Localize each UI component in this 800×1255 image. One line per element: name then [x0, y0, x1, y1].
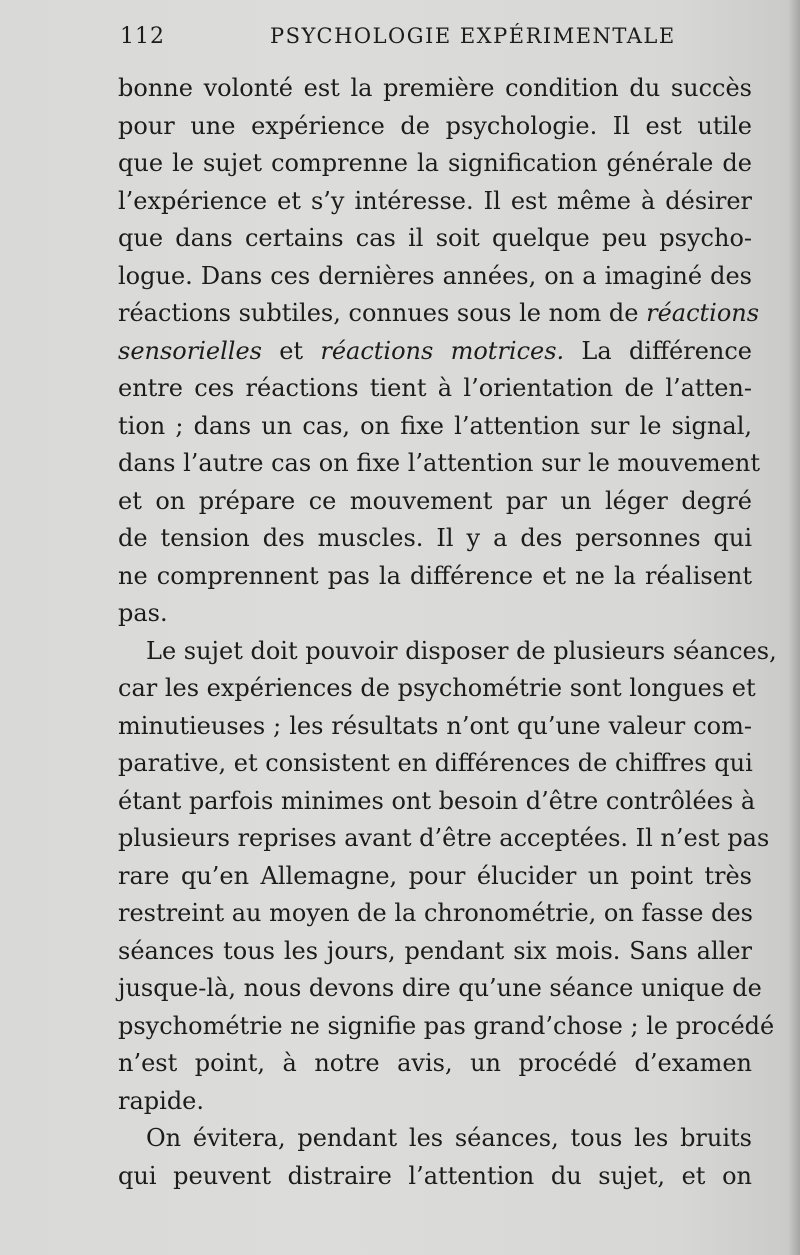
text-line: dans l’autre cas on fixe l’attention sur le mouvement [118, 449, 760, 477]
text-line: n’est point, à notre avis, un procédé d’examen [118, 1049, 752, 1077]
text-line: minutieuses ; les résultats n’ont qu’une valeur com- [118, 711, 752, 740]
text-line: tion ; dans un cas, on fixe l’attention sur le signal, [118, 411, 752, 440]
body-text [118, 70, 777, 1195]
page-number: 112 [120, 24, 165, 49]
text-line: rapide. [118, 1086, 205, 1115]
text-line: logue. Dans ces dernières années, on a imaginé des [118, 261, 752, 290]
text-line: que le sujet comprenne la signification générale de [118, 149, 752, 177]
text-line: et on prépare ce mouvement par un léger degré [118, 486, 752, 515]
page-header [120, 24, 750, 58]
text-line: séances tous les jours, pendant six mois. Sans aller [118, 936, 752, 965]
text-line: ne comprennent pas la différence et ne la réalisent [118, 561, 752, 590]
text-line: bonne volonté est la première condition du succès [118, 74, 752, 102]
text-line: pas. [118, 599, 168, 627]
italic-term: réactions [646, 299, 760, 327]
paragraph-start-line: On évitera, pendant les séances, tous les bruits [146, 1124, 752, 1152]
text-line: qui peuvent distraire l’attention du sujet, et on [118, 1161, 752, 1190]
text-fragment: réactions subtiles, connues sous le nom de [118, 299, 647, 327]
text-line: psychométrie ne signifie pas grand’chose ; le procédé [118, 1011, 775, 1040]
text-line: étant parfois minimes ont besoin d’être contrôlées à [118, 786, 756, 815]
text-line: plusieurs reprises avant d’être acceptées. Il n’est pas [118, 824, 770, 852]
text-fragment: et [261, 336, 321, 365]
text-line: car les expériences de psychométrie sont longues et [118, 674, 756, 702]
text-fragment: La différence [564, 336, 753, 365]
italic-term: réactions motrices. [320, 336, 565, 365]
text-line: rare qu’en Allemagne, pour élucider un point très [118, 861, 752, 890]
text-line-with-italic [118, 295, 760, 333]
running-title: PSYCHOLOGIE EXPÉRIMENTALE [270, 24, 676, 48]
text-line: l’expérience et s’y intéresse. Il est même à désirer [118, 186, 752, 215]
text-line: parative, et consistent en différences de chiffres qui [118, 749, 753, 777]
text-line: entre ces réactions tient à l’orientation de l’atten- [118, 374, 752, 402]
page-edge-shadow [788, 0, 800, 1255]
text-line: de tension des muscles. Il y a des personnes qui [118, 524, 752, 552]
italic-term: sensorielles [118, 336, 262, 365]
text-line-with-italic [118, 333, 752, 371]
text-line: que dans certains cas il soit quelque peu psycho- [118, 224, 752, 252]
text-line: jusque-là, nous devons dire qu’une séance unique de [118, 974, 762, 1002]
text-line: restreint au moyen de la chronométrie, on fasse des [118, 899, 753, 927]
paragraph-start-line: Le sujet doit pouvoir disposer de plusieurs séances, [146, 636, 777, 665]
text-line: pour une expérience de psychologie. Il est utile [118, 111, 752, 140]
